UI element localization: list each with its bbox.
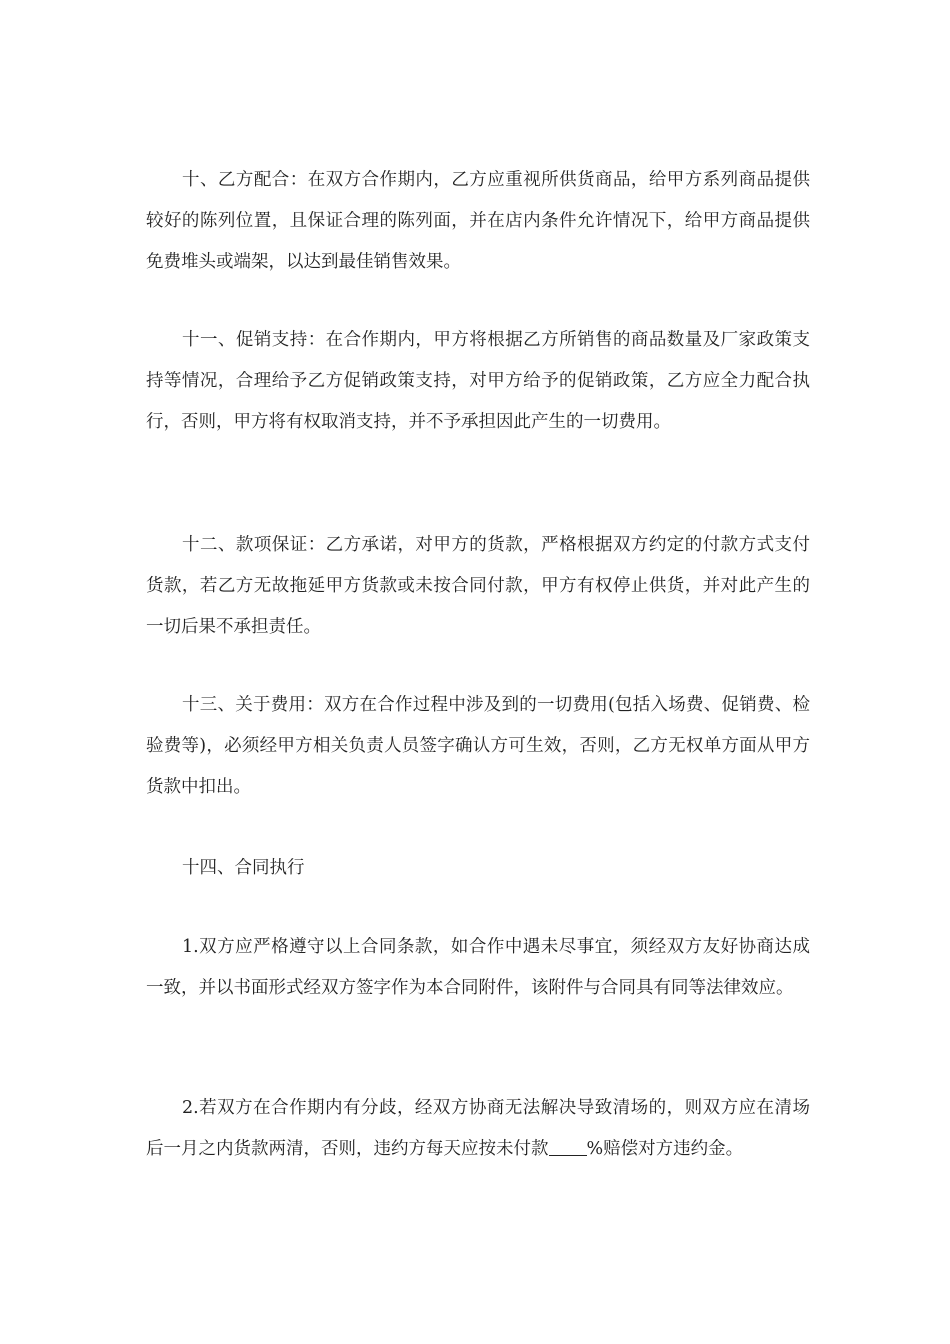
clause-13: 十三、关于费用：双方在合作过程中涉及到的一切费用(包括入场费、促销费、检验费等)，必须经甲方相关负责人员签字确认方可生效，否则，乙方无权单方面从甲方货款中扣出。 (146, 695, 810, 797)
clause-14-item-1: 1.双方应严格遵守以上合同条款，如合作中遇未尽事宜，须经双方友好协商达成一致，并以书面形式经双方签字作为本合同附件，该附件与合同具有同等法律效应。 (146, 937, 810, 998)
clause-14-title: 十四、合同执行 (182, 858, 305, 878)
clause-10: 十、乙方配合：在双方合作期内，乙方应重视所供货商品，给甲方系列商品提供较好的陈列位置，且保证合理的陈列面，并在店内条件允许情况下，给甲方商品提供免费堆头或端架，以达到最佳销售效果。 (146, 170, 810, 272)
clause-14-item-2-text-before: 2.若双方在合作期内有分歧，经双方协商无法解决导致清场的，则双方应在清场后一月之内货款两清，否则，违约方每天应按未付款 (146, 1098, 810, 1159)
clause-14-item-2 (146, 1088, 810, 1170)
clause-11: 十一、促销支持：在合作期内，甲方将根据乙方所销售的商品数量及厂家政策支持等情况，合理给予乙方促销政策支持，对甲方给予的促销政策，乙方应全力配合执行，否则，甲方将有权取消支持，并不予承担因此产生的一切费用。 (146, 330, 810, 432)
clause-12: 十二、款项保证：乙方承诺，对甲方的货款，严格根据双方约定的付款方式支付货款，若乙方无故拖延甲方货款或未按合同付款，甲方有权停止供货，并对此产生的一切后果不承担责任。 (146, 535, 810, 637)
clause-14-item-2-text-after: %赔偿对方违约金。 (586, 1139, 744, 1159)
fill-in-blank (549, 1138, 587, 1157)
